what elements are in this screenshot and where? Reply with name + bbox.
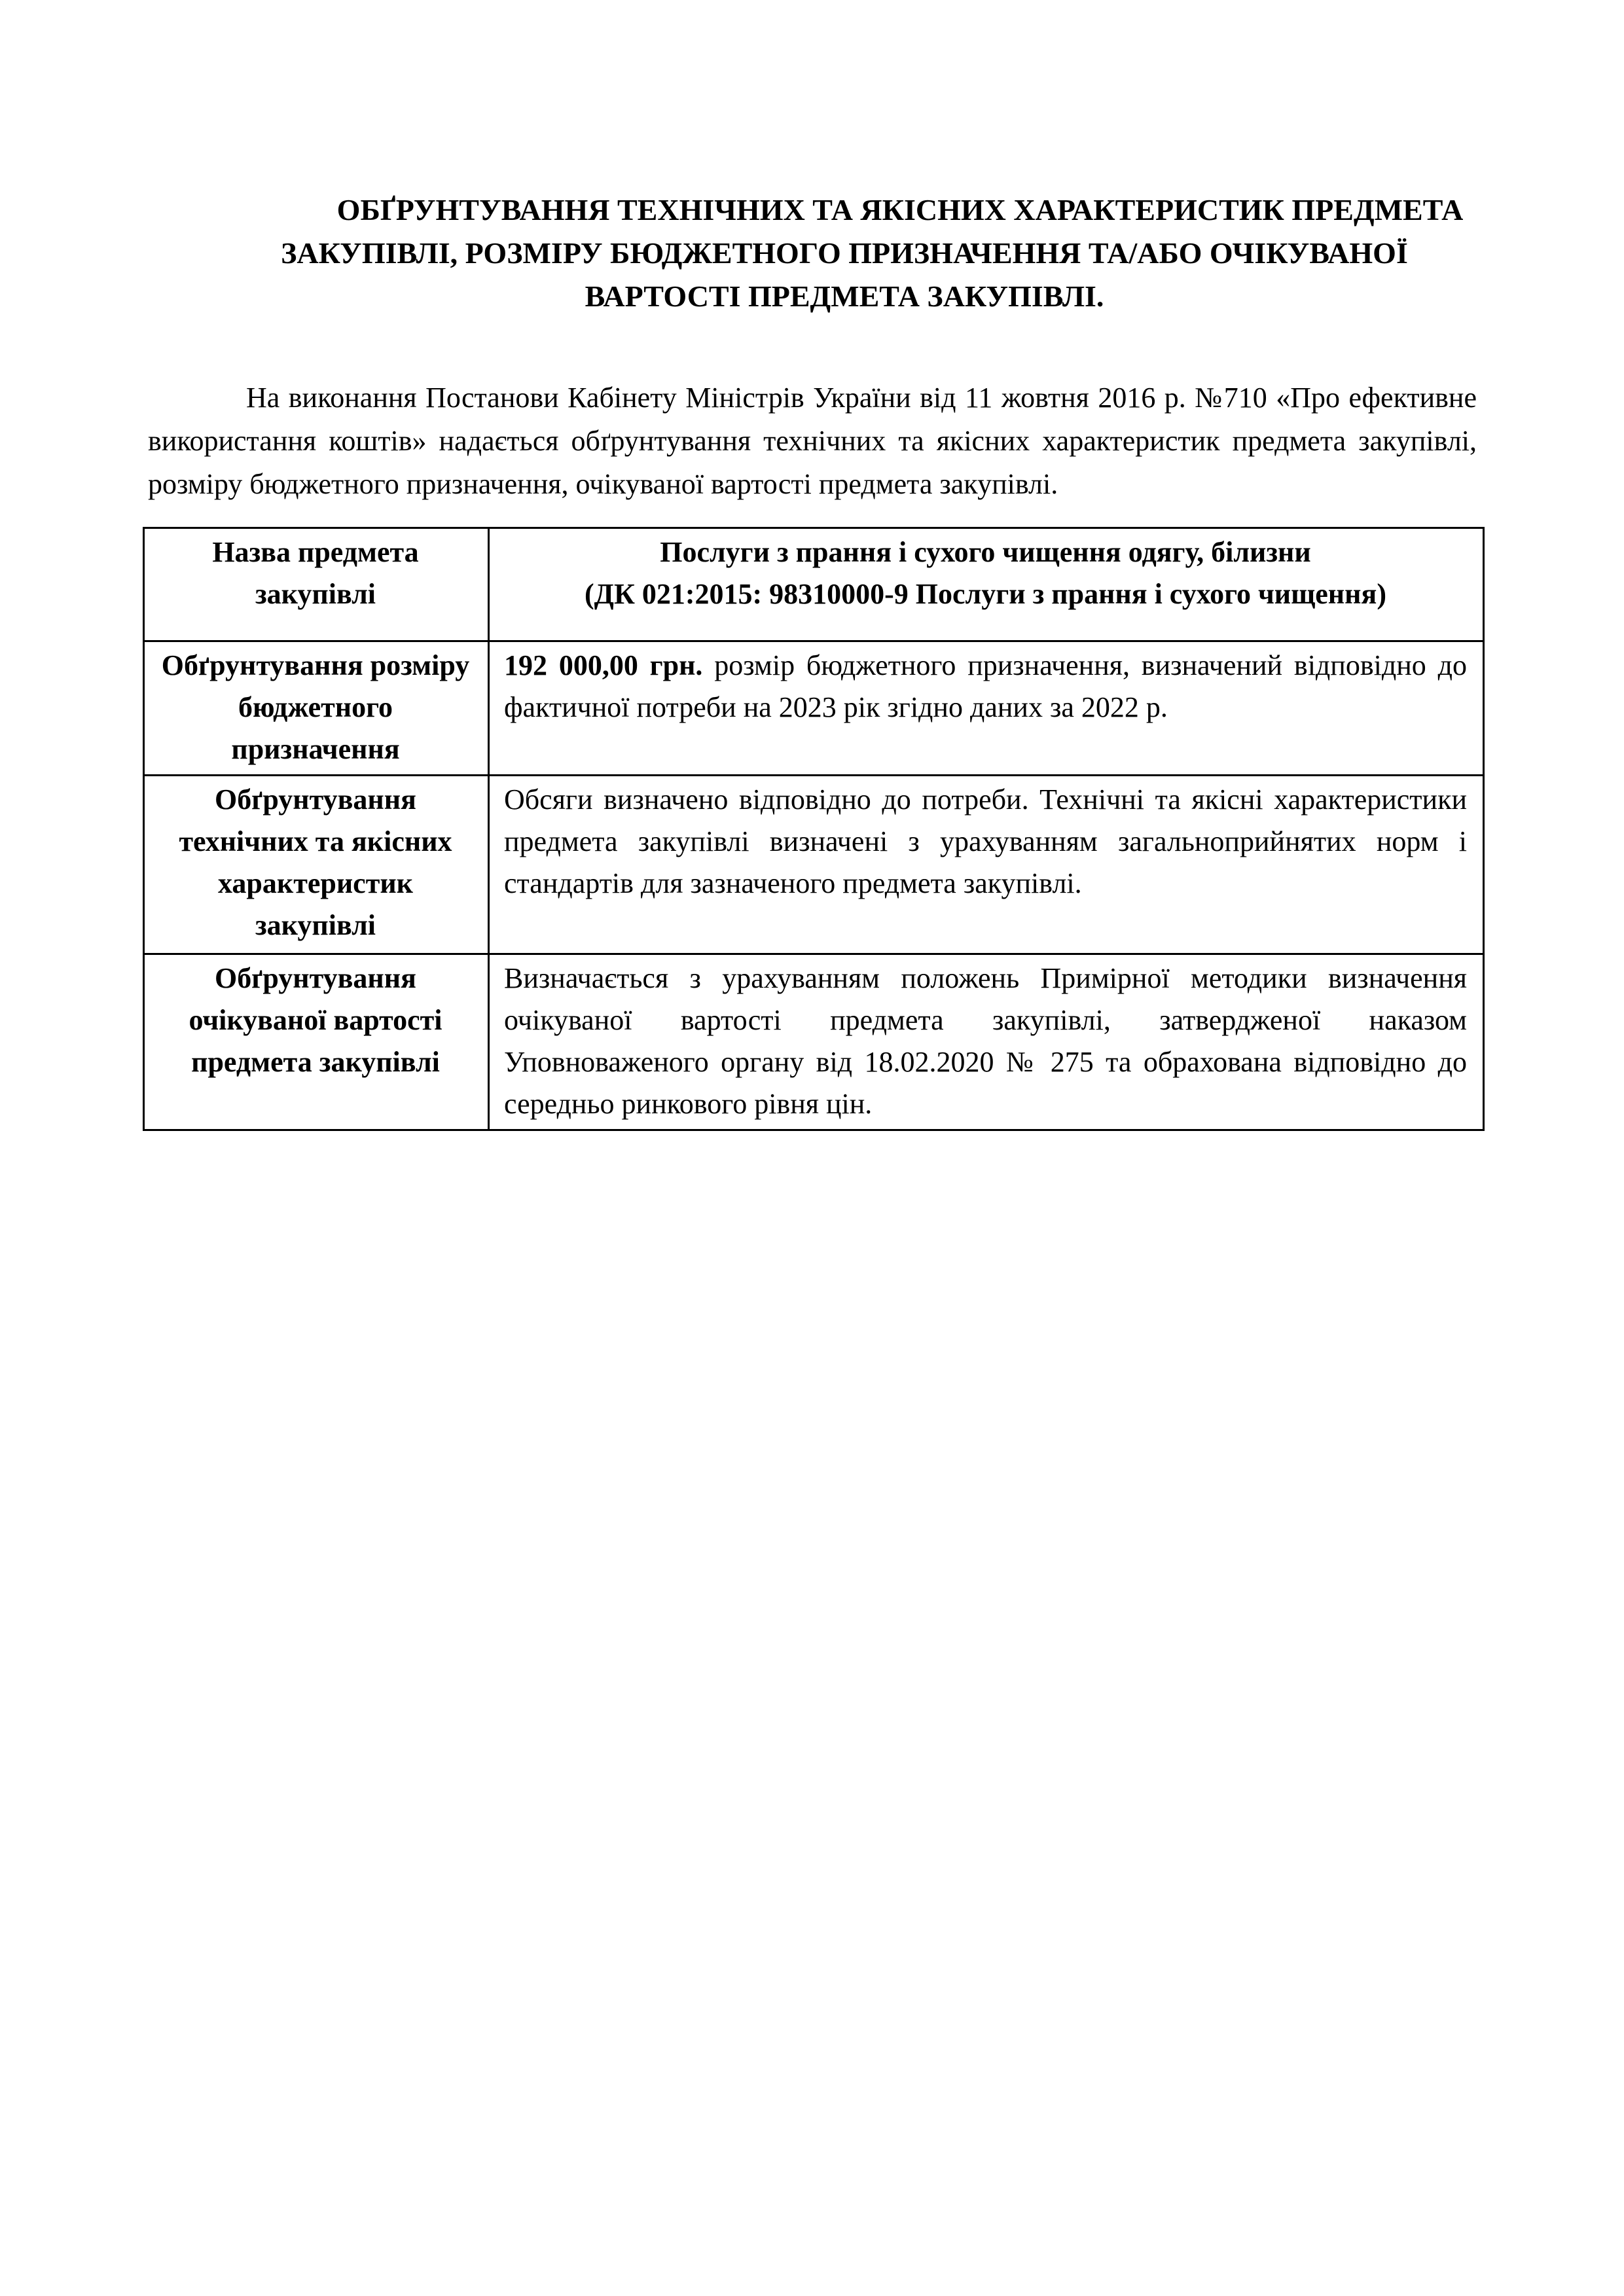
subject-value-line-2: (ДК 021:2015: 98310000-9 Послуги з прання і сухого чищення) [585,578,1386,610]
table-row-budget [144,641,1484,776]
title-line-2: ЗАКУПІВЛІ, РОЗМІРУ БЮДЖЕТНОГО ПРИЗНАЧЕННЯ ТА/АБО ОЧІКУВАНОЇ [281,236,1408,270]
table-row-subject [144,528,1484,641]
cost-label: Обґрунтування очікуваної вартості предмета закупівлі [144,954,489,1130]
title-line-3: ВАРТОСТІ ПРЕДМЕТА ЗАКУПІВЛІ. [585,279,1104,313]
subject-value [489,528,1484,641]
subject-value-line-1: Послуги з прання і сухого чищення одягу, білизни [660,536,1311,568]
budget-text: розмір бюджетного призначення, визначений відповідно до фактичної потреби на 2023 рік згідно даних за 2022 р. [504,649,1467,723]
tech-label: Обґрунтування технічних та якісних характеристик закупівлі [144,776,489,954]
title-line-1: ОБҐРУНТУВАННЯ ТЕХНІЧНИХ ТА ЯКІСНИХ ХАРАКТЕРИСТИК ПРЕДМЕТА [336,193,1464,226]
table-row-cost [144,954,1484,1130]
cost-value: Визначається з урахуванням положень Примірної методики визначення очікуваної вартості предмета закупівлі, затвердженої наказом Уповноваженого органу від 18.02.2020 № 275 та обрахована відповідно до середньо ринкового рівня цін. [489,954,1484,1130]
table-row-tech [144,776,1484,954]
budget-value [489,641,1484,776]
subject-label: Назва предмета закупівлі [144,528,489,641]
document-title [196,188,1492,318]
budget-label: Обґрунтування розміру бюджетного призначення [144,641,489,776]
tech-value: Обсяги визначено відповідно до потреби. Технічні та якісні характеристики предмета закупівлі визначені з урахуванням загальноприйнятих норм і стандартів для зазначеного предмета закупівлі. [489,776,1484,954]
budget-amount: 192 000,00 грн. [504,649,703,681]
justification-table [143,527,1485,1131]
intro-paragraph: На виконання Постанови Кабінету Міністрів України від 11 жовтня 2016 р. №710 «Про ефективне використання коштів» надається обґрунтування технічних та якісних характеристик предмета закупівлі, розміру бюджетного призначення, очікуваної вартості предмета закупівлі. [148,382,1477,500]
